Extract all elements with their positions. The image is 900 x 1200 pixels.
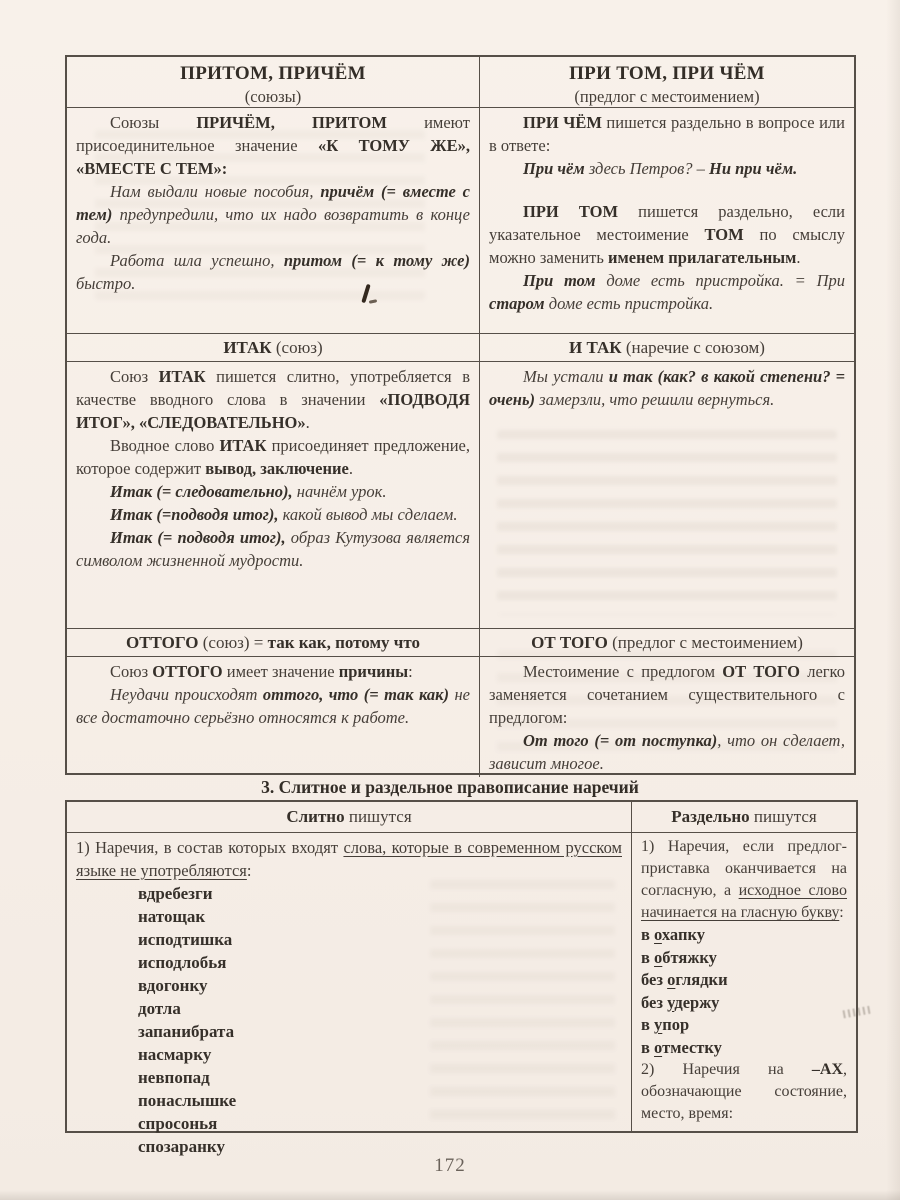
header-cell-itak bbox=[67, 333, 480, 363]
table-row bbox=[67, 656, 854, 777]
example-paragraph: При том доме есть пристройка. = При старом доме есть пристройка. bbox=[489, 271, 845, 313]
column-title: ИТАК (союз) bbox=[223, 337, 323, 357]
column-subtitle: (союзы) bbox=[244, 87, 302, 106]
example-paragraph: Итак (=подводя итог), какой вывод мы сделаем. bbox=[110, 505, 458, 524]
example-paragraph: Нам выдали новые пособия, причём (= вместе с тем) предупредили, что их надо возвратить в конце года. bbox=[76, 182, 471, 247]
example-paragraph: Работа шла успешно, притом (= к тому же) быстро. bbox=[76, 251, 470, 293]
adverb-item: в охапку bbox=[641, 925, 705, 944]
adverb-item: запанибрата bbox=[138, 1022, 235, 1041]
adverb-item: исподлобья bbox=[138, 953, 227, 972]
header-cell-ottogo bbox=[67, 628, 480, 658]
conjunction-spelling-table bbox=[65, 55, 856, 775]
adverb-item: насмарку bbox=[138, 1045, 212, 1064]
adverb-item: вдогонку bbox=[138, 976, 208, 995]
column-title: ОТ ТОГО (предлог с местоимением) bbox=[531, 632, 803, 652]
section-3-title: 3. Слитное и раздельное правописание наречий bbox=[261, 777, 639, 797]
rule-paragraph: Союз ОТТОГО имеет значение причины: bbox=[110, 662, 413, 681]
adverb-item: спозаранку bbox=[138, 1137, 225, 1156]
example-paragraph: От того (= от поступка), что он сделает, зависит многое. bbox=[489, 731, 846, 773]
rule-cell-ot-togo bbox=[480, 657, 854, 777]
adverb-item: спросонья bbox=[138, 1114, 218, 1133]
rule-paragraph: Вводное слово ИТАК присоединяет предложение, которое содержит вывод, заключение. bbox=[76, 436, 470, 478]
adverb-item: в обтяжку bbox=[641, 947, 717, 967]
header-cell-slitno bbox=[67, 802, 632, 832]
adverb-item: дотла bbox=[138, 999, 181, 1018]
example-paragraph: Итак (= следовательно), начнём урок. bbox=[110, 482, 387, 501]
adverb-item: исподтишка bbox=[138, 930, 233, 949]
header-cell-pritom-prichem bbox=[67, 57, 480, 107]
rule-cell-i-tak bbox=[480, 362, 854, 628]
adverb-item: без удержу bbox=[641, 992, 720, 1012]
page-number: 172 bbox=[434, 1155, 466, 1176]
rule-paragraph: Союз ИТАК пишется слитно, употребляется в качестве вводного слова в значении «ПОДВОДЯ ИТОГ», «СЛЕДОВАТЕЛЬНО». bbox=[76, 367, 470, 432]
column-subtitle: (предлог с местоимением) bbox=[574, 87, 760, 106]
table-row bbox=[67, 333, 854, 361]
example-paragraph: При чём здесь Петров? – Ни при чём. bbox=[523, 159, 798, 178]
cell-razdelno-rules bbox=[632, 833, 856, 1133]
example-paragraph: Мы устали и так (как? в какой степени? = очень) замерзли, что решили вернуться. bbox=[489, 367, 845, 409]
table-row bbox=[67, 57, 854, 107]
column-title: И ТАК (наречие с союзом) bbox=[569, 337, 765, 357]
column-title: ОТТОГО (союз) = так как, потому что bbox=[126, 632, 420, 652]
cell-slitno-rules bbox=[67, 833, 632, 1156]
rule-cell-pri-tom bbox=[480, 108, 854, 333]
rule-cell-ottogo bbox=[67, 657, 480, 777]
rule-cell-itak bbox=[67, 362, 480, 628]
adverb-item: без оглядки bbox=[641, 970, 728, 989]
rule-paragraph: 1) Наречия, в состав которых входят слова, которые в современном русском языке не употребляются: bbox=[76, 838, 622, 880]
header-cell-ot-togo bbox=[480, 628, 854, 658]
adverb-item: невпопад bbox=[138, 1068, 210, 1087]
rule-paragraph: 2) Наречия на –АХ, обозначающие состояние, место, время: bbox=[641, 1061, 847, 1122]
rule-cell-pritom bbox=[67, 108, 480, 333]
table-row bbox=[67, 361, 854, 628]
header-cell-razdelno bbox=[632, 802, 856, 832]
table-row bbox=[67, 107, 854, 333]
table-row bbox=[67, 832, 856, 1156]
column-title: Слитно пишутся bbox=[286, 807, 412, 826]
header-cell-i-tak bbox=[480, 333, 854, 363]
adverb-item: в упор bbox=[641, 1015, 690, 1034]
example-paragraph: Итак (= подводя итог), образ Кутузова является символом жизненной мудрости. bbox=[76, 528, 471, 570]
adverb-spelling-table bbox=[65, 800, 858, 1156]
adverb-item: понаслышке bbox=[138, 1091, 237, 1110]
column-title: ПРИТОМ, ПРИЧЁМ bbox=[180, 63, 366, 84]
table-row bbox=[67, 802, 856, 832]
table-row bbox=[67, 628, 854, 656]
adverb-item: вдребезги bbox=[138, 884, 213, 903]
column-title: ПРИ ТОМ, ПРИ ЧЁМ bbox=[569, 63, 765, 84]
header-cell-pri-tom-pri-chem bbox=[480, 57, 854, 107]
rule-paragraph: Местоимение с предлогом ОТ ТОГО легко заменяется сочетанием существительного с предлогом: bbox=[489, 662, 845, 727]
adverb-item: натощак bbox=[138, 907, 206, 926]
rule-paragraph: 1) Наречия, если предлог-приставка оканчивается на согласную, а исходное слово начинается на гласную букву: bbox=[641, 838, 847, 921]
rule-paragraph: Союзы ПРИЧЁМ, ПРИТОМ имеют присоединительное значение «К ТОМУ ЖЕ», «ВМЕСТЕ С ТЕМ»: bbox=[76, 113, 470, 178]
rule-paragraph: ПРИ ЧЁМ пишется раздельно в вопросе или в ответе: bbox=[489, 113, 845, 155]
adverb-item: в отместку bbox=[641, 1037, 722, 1057]
rule-paragraph: ПРИ ТОМ пишется раздельно, если указательное местоимение ТОМ по смыслу можно заменить именем прилагательным. bbox=[489, 202, 845, 267]
example-paragraph: Неудачи происходят оттого, что (= так как) не все достаточно серьёзно относятся к работе. bbox=[76, 685, 471, 727]
column-title: Раздельно пишутся bbox=[671, 807, 817, 826]
